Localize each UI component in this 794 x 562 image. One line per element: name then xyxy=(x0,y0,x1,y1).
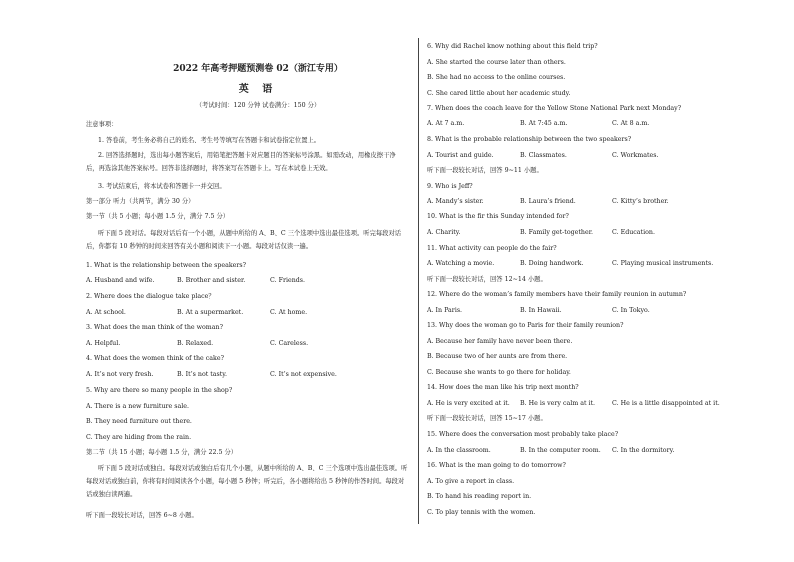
option-7a: A. At 7 a.m. xyxy=(427,120,465,127)
question-14: 14. How does the man like his trip next month? xyxy=(427,384,579,391)
question-10: 10. What is the fir this Sunday intended for? xyxy=(427,213,569,220)
option-5b: B. They need furniture out there. xyxy=(86,418,192,425)
note-3: 3. 考试结束后，将本试卷和答题卡一并交回。 xyxy=(98,183,226,190)
option-2a: A. At school. xyxy=(86,309,126,316)
option-11c: C. Playing musical instruments. xyxy=(612,260,714,267)
option-7c: C. At 8 a.m. xyxy=(612,120,650,127)
question-16: 16. What is the man going to do tomorrow? xyxy=(427,462,566,469)
question-15: 15. Where does the conversation most probably take place? xyxy=(427,431,619,438)
option-1a: A. Husband and wife. xyxy=(86,277,155,284)
question-1: 1. What is the relationship between the speakers? xyxy=(86,262,247,269)
option-2b: B. At a supermarket. xyxy=(177,309,244,316)
option-13c: C. Because she wants to go there for holiday. xyxy=(427,369,571,376)
exam-title: 2022 年高考押题预测卷 02（浙江专用） xyxy=(173,64,343,74)
exam-info: （考试时间：120 分钟 试卷满分：150 分） xyxy=(195,102,321,109)
option-13b: B. Because two of her aunts are from there. xyxy=(427,353,568,360)
option-14b: B. He is very calm at it. xyxy=(520,400,596,407)
option-10b: B. Family get-together. xyxy=(520,229,594,236)
question-7: 7. When does the coach leave for the Yellow Stone National Park next Monday? xyxy=(427,105,682,112)
lead-12-14: 听下面一段较长对话，回答 12~14 小题。 xyxy=(427,276,547,283)
lead-15-17: 听下面一段较长对话，回答 15~17 小题。 xyxy=(427,415,547,422)
option-9c: C. Kitty’s brother. xyxy=(612,198,669,205)
question-4: 4. What does the women think of the cake? xyxy=(86,355,224,362)
option-9b: B. Laura’s friend. xyxy=(520,198,576,205)
option-1b: B. Brother and sister. xyxy=(177,277,246,284)
option-4c: C. It’s not expensive. xyxy=(270,371,337,378)
option-3c: C. Careless. xyxy=(270,340,309,347)
section2-lead-6-8: 听下面一段较长对话，回答 6~8 小题。 xyxy=(86,512,198,519)
option-16c: C. To play tennis with the women. xyxy=(427,509,536,516)
option-16a: A. To give a report in class. xyxy=(427,478,515,485)
option-5c: C. They are hiding from the rain. xyxy=(86,434,192,441)
option-6b: B. She had no access to the online courses. xyxy=(427,74,566,81)
option-2c: C. At home. xyxy=(270,309,308,316)
question-2: 2. Where does the dialogue take place？ xyxy=(86,293,215,300)
option-12a: A. In Paris. xyxy=(427,307,463,314)
question-6: 6. Why did Rachel know nothing about this field trip? xyxy=(427,43,598,50)
option-14a: A. He is very excited at it. xyxy=(427,400,510,407)
option-3a: A. Helpful. xyxy=(86,340,121,347)
question-11: 11. What activity can people do the fair? xyxy=(427,245,557,252)
option-16b: B. To hand his reading report in. xyxy=(427,493,532,500)
option-8c: C. Workmates. xyxy=(612,152,659,159)
section2-heading: 第二节（共 15 小题；每小题 1.5 分，满分 22.5 分） xyxy=(86,449,238,456)
note-1: 1. 答卷前，考生务必将自己的姓名、考生号等填写在答题卡和试卷指定位置上。 xyxy=(98,137,321,144)
option-15c: C. In the dormitory. xyxy=(612,447,675,454)
option-6c: C. She cared little about her academic study. xyxy=(427,90,571,97)
option-15b: B. In the computer room. xyxy=(520,447,601,454)
subject-title: 英 语 xyxy=(238,84,278,95)
lead-9-11: 听下面一段较长对话，回答 9~11 小题。 xyxy=(427,167,543,174)
option-11a: A. Watching a movie. xyxy=(427,260,495,267)
notes-heading: 注意事项： xyxy=(86,121,118,128)
option-3b: B. Relaxed. xyxy=(177,340,214,347)
question-5: 5. Why are there so many people in the shop? xyxy=(86,387,233,394)
section1-instructions: 听下面 5 段对话。每段对话后有一个小题，从题中所给的 A、B、C 三个选项中选出最佳选项。听完每段对话后，你都有 10 秒钟的时间来回答有关小题和阅读下一小题。每段对话仅读一遍。 xyxy=(86,230,402,250)
question-8: 8. What is the probable relationship between the two speakers? xyxy=(427,136,632,143)
part1-heading: 第一部分 听力（共两节，满分 30 分） xyxy=(86,198,195,205)
option-15a: A. In the classroom. xyxy=(427,447,491,454)
option-8a: A. Tourist and guide. xyxy=(427,152,494,159)
section1-heading: 第一节（共 5 小题；每小题 1.5 分，满分 7.5 分） xyxy=(86,213,230,220)
question-13: 13. Why does the woman go to Paris for their family reunion? xyxy=(427,322,624,329)
option-6a: A. She started the course later than others. xyxy=(427,59,566,66)
question-3: 3. What does the man think of the woman? xyxy=(86,324,223,331)
option-9a: A. Mandy’s sister. xyxy=(427,198,484,205)
option-12b: B. In Hawaii. xyxy=(520,307,562,314)
section2-instructions: 听下面 5 段对话或独白。每段对话或独白后有几个小题，从题中所给的 A、B、C 三个选项中选出最佳选项。听每段对话或独白前，你将有时间阅读各个小题，每小题 5 秒钟；听完后，各小题将给出 5 秒钟的作答时间。每段对话或独白读两遍。 xyxy=(86,465,408,498)
option-1c: C. Friends. xyxy=(270,277,306,284)
option-8b: B. Classmates. xyxy=(520,152,567,159)
option-11b: B. Doing handwork. xyxy=(520,260,584,267)
question-9: 9. Who is Jeff? xyxy=(427,183,473,190)
option-13a: A. Because her family have never been there. xyxy=(427,338,573,345)
option-12c: C. In Tokyo. xyxy=(612,307,650,314)
option-10c: C. Education. xyxy=(612,229,655,236)
note-2: 2. 回答选择题时，选出每小题答案后，用铅笔把答题卡对应题目的答案标号涂黑。如需改动，用橡皮擦干净后，再选涂其他答案标号。回答非选择题时，将答案写在答题卡上。写在本试卷上无效。 xyxy=(86,152,396,172)
question-12: 12. Where do the woman’s family members have their family reunion in autumn? xyxy=(427,291,687,298)
option-14c: C. He is a little disappointed at it. xyxy=(612,400,720,407)
option-4b: B. It’s not tasty. xyxy=(177,371,228,378)
option-5a: A. There is a new furniture sale. xyxy=(86,403,189,410)
option-4a: A. It’s not very fresh. xyxy=(86,371,154,378)
option-10a: A. Charity. xyxy=(427,229,461,236)
option-7b: B. At 7:45 a.m. xyxy=(520,120,568,127)
column-divider xyxy=(418,38,419,524)
